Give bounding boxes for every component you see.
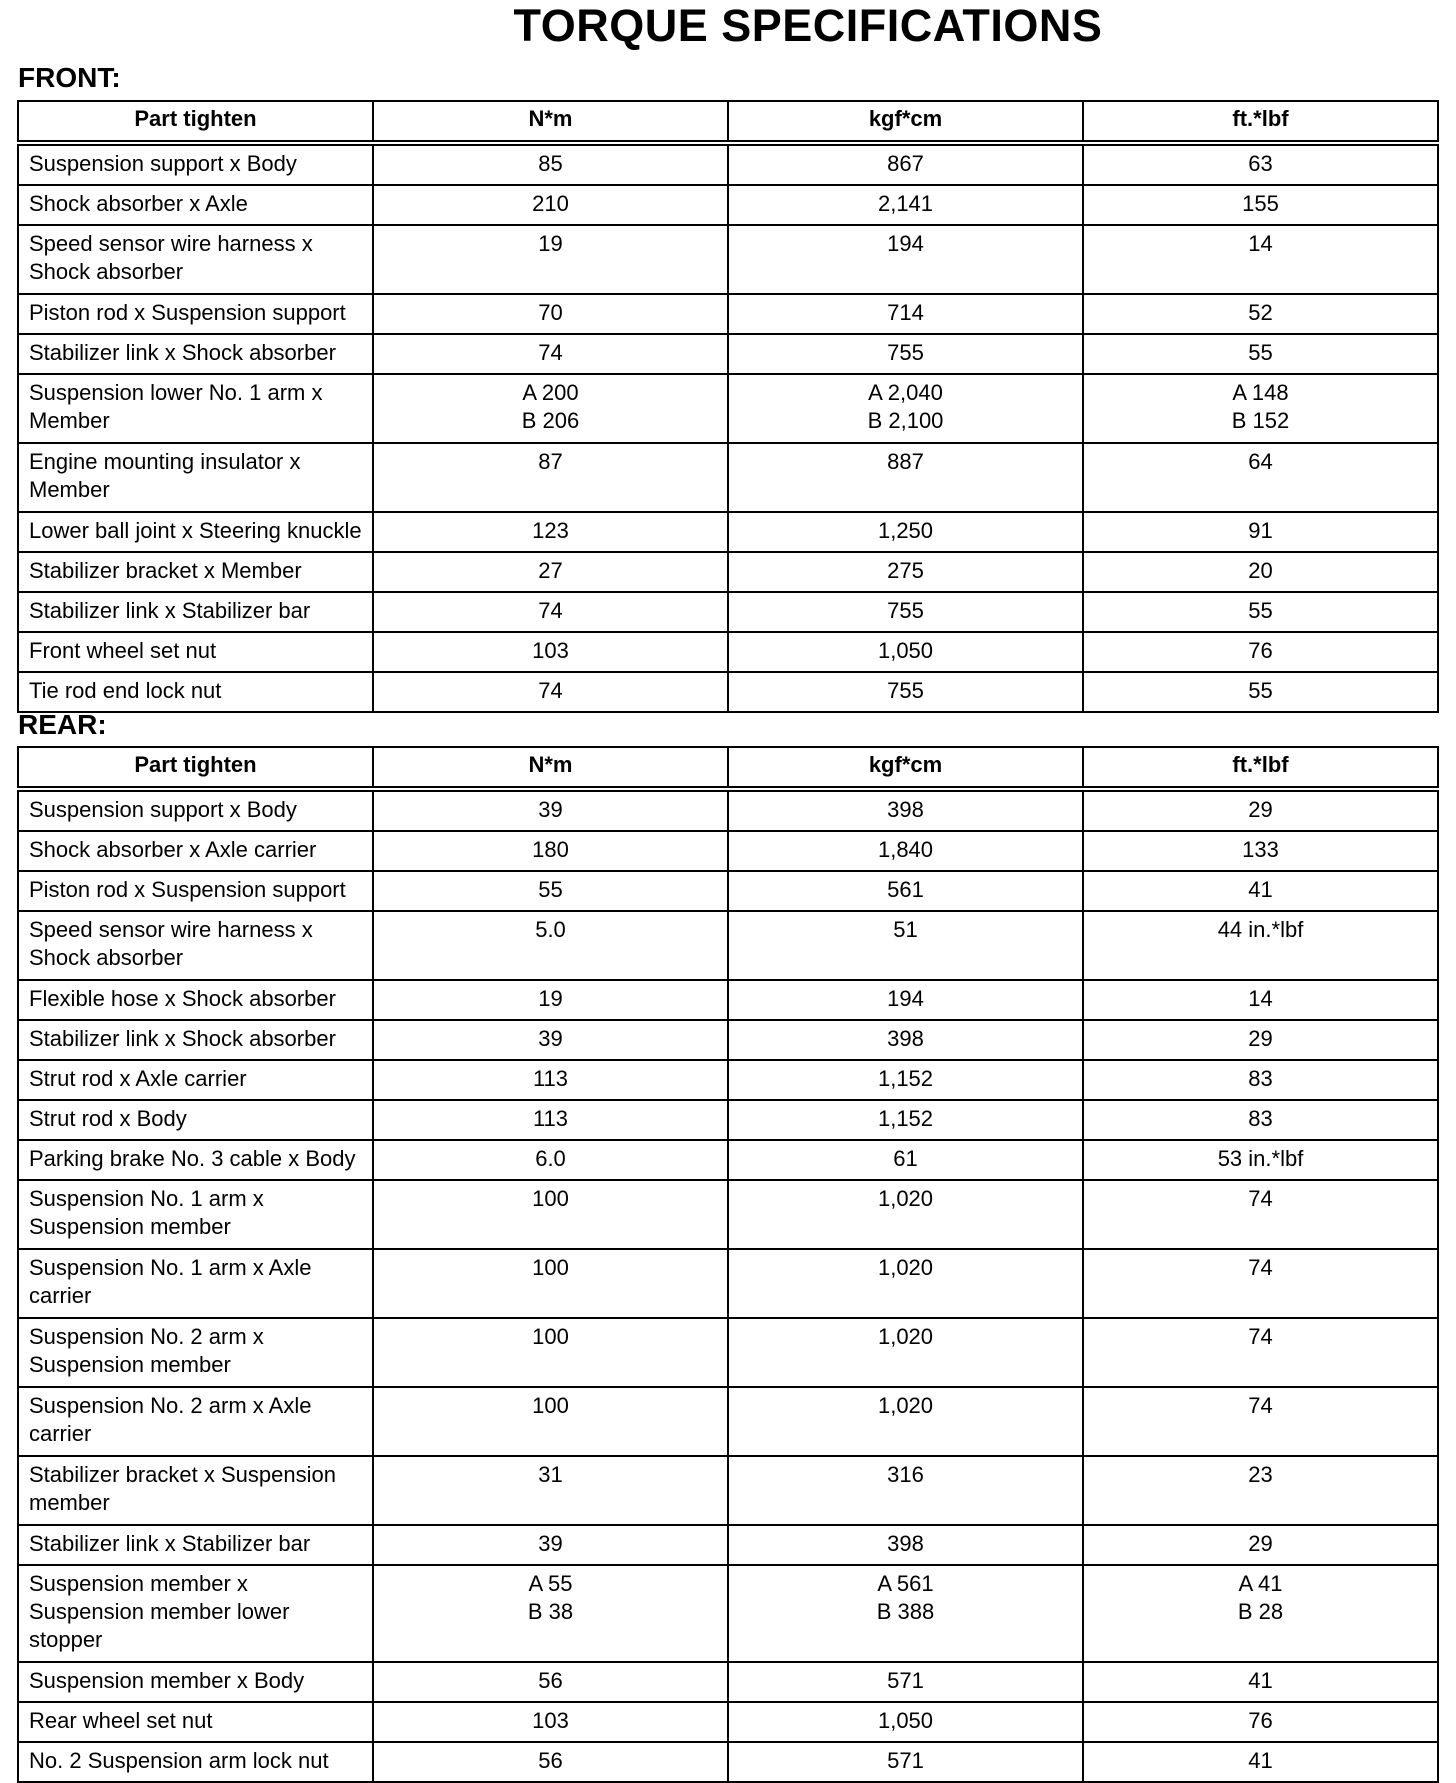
table-row — [18, 1662, 1438, 1702]
kgf-cell: 51 — [728, 911, 1083, 980]
ft-cell: 64 — [1083, 443, 1438, 512]
ft-cell: 83 — [1083, 1060, 1438, 1100]
ft-cell: 20 — [1083, 552, 1438, 592]
kgf-cell: 1,152 — [728, 1060, 1083, 1100]
table-row — [18, 1525, 1438, 1565]
kgf-cell: 1,020 — [728, 1387, 1083, 1456]
table-row — [18, 374, 1438, 443]
ft-cell: 55 — [1083, 334, 1438, 374]
ft-cell: 29 — [1083, 1525, 1438, 1565]
kgf-cell: 194 — [728, 980, 1083, 1020]
kgf-cell: 714 — [728, 294, 1083, 334]
table-header-row — [18, 747, 1438, 789]
nm-cell: 123 — [373, 512, 728, 552]
table-row — [18, 143, 1438, 185]
part-cell: Suspension No. 2 arm x Axle carrier — [18, 1387, 373, 1456]
ft-cell: 41 — [1083, 1662, 1438, 1702]
kgf-cell: 887 — [728, 443, 1083, 512]
part-cell: Front wheel set nut — [18, 632, 373, 672]
part-cell: Stabilizer bracket x Member — [18, 552, 373, 592]
kgf-cell: 1,020 — [728, 1249, 1083, 1318]
header-nm: N*m — [373, 101, 728, 143]
ft-cell: 44 in.*lbf — [1083, 911, 1438, 980]
part-cell: Strut rod x Axle carrier — [18, 1060, 373, 1100]
table-row — [18, 789, 1438, 831]
kgf-cell: 275 — [728, 552, 1083, 592]
nm-cell: 100 — [373, 1387, 728, 1456]
table-row — [18, 1702, 1438, 1742]
ft-cell: 41 — [1083, 1742, 1438, 1782]
nm-cell: 113 — [373, 1060, 728, 1100]
kgf-cell: 61 — [728, 1140, 1083, 1180]
part-cell: Stabilizer link x Shock absorber — [18, 1020, 373, 1060]
table-row — [18, 443, 1438, 512]
part-cell: No. 2 Suspension arm lock nut — [18, 1742, 373, 1782]
ft-cell: 83 — [1083, 1100, 1438, 1140]
kgf-cell: A 561 B 388 — [728, 1565, 1083, 1662]
header-part: Part tighten — [18, 747, 373, 789]
table-row — [18, 1140, 1438, 1180]
nm-cell: 74 — [373, 334, 728, 374]
table-row — [18, 592, 1438, 632]
ft-cell: 91 — [1083, 512, 1438, 552]
part-cell: Suspension support x Body — [18, 143, 373, 185]
ft-cell: 74 — [1083, 1249, 1438, 1318]
part-cell: Rear wheel set nut — [18, 1702, 373, 1742]
part-cell: Stabilizer link x Stabilizer bar — [18, 1525, 373, 1565]
table-row — [18, 632, 1438, 672]
kgf-cell: 194 — [728, 225, 1083, 294]
nm-cell: A 200 B 206 — [373, 374, 728, 443]
ft-cell: 74 — [1083, 1318, 1438, 1387]
kgf-cell: A 2,040 B 2,100 — [728, 374, 1083, 443]
nm-cell: 100 — [373, 1249, 728, 1318]
kgf-cell: 1,020 — [728, 1318, 1083, 1387]
part-cell: Suspension No. 1 arm x Suspension member — [18, 1180, 373, 1249]
part-cell: Piston rod x Suspension support — [18, 294, 373, 334]
table-header-row — [18, 101, 1438, 143]
table-row — [18, 980, 1438, 1020]
front-torque-table — [17, 100, 1439, 713]
ft-cell: 29 — [1083, 789, 1438, 831]
table-row — [18, 1100, 1438, 1140]
nm-cell: 27 — [373, 552, 728, 592]
kgf-cell: 1,152 — [728, 1100, 1083, 1140]
kgf-cell: 755 — [728, 672, 1083, 712]
nm-cell: 210 — [373, 185, 728, 225]
part-cell: Shock absorber x Axle carrier — [18, 831, 373, 871]
rear-torque-table — [17, 746, 1439, 1783]
nm-cell: 39 — [373, 1525, 728, 1565]
rear-section-label: REAR: — [18, 709, 107, 740]
table-row — [18, 871, 1438, 911]
page-title: TORQUE SPECIFICATIONS — [513, 0, 1103, 51]
nm-cell: 103 — [373, 1702, 728, 1742]
part-cell: Engine mounting insulator x Member — [18, 443, 373, 512]
part-cell: Speed sensor wire harness x Shock absorber — [18, 911, 373, 980]
nm-cell: 74 — [373, 672, 728, 712]
kgf-cell: 398 — [728, 789, 1083, 831]
table-row — [18, 831, 1438, 871]
part-cell: Tie rod end lock nut — [18, 672, 373, 712]
part-cell: Suspension support x Body — [18, 789, 373, 831]
kgf-cell: 755 — [728, 592, 1083, 632]
nm-cell: 74 — [373, 592, 728, 632]
ft-cell: A 41 B 28 — [1083, 1565, 1438, 1662]
nm-cell: 19 — [373, 225, 728, 294]
part-cell: Suspension member x Suspension member lower stopper — [18, 1565, 373, 1662]
header-ft: ft.*lbf — [1083, 101, 1438, 143]
ft-cell: 74 — [1083, 1387, 1438, 1456]
kgf-cell: 1,050 — [728, 1702, 1083, 1742]
nm-cell: 100 — [373, 1318, 728, 1387]
table-row — [18, 1020, 1438, 1060]
table-row — [18, 1180, 1438, 1249]
table-row — [18, 552, 1438, 592]
nm-cell: 85 — [373, 143, 728, 185]
table-row — [18, 911, 1438, 980]
header-nm: N*m — [373, 747, 728, 789]
nm-cell: 70 — [373, 294, 728, 334]
part-cell: Flexible hose x Shock absorber — [18, 980, 373, 1020]
nm-cell: A 55 B 38 — [373, 1565, 728, 1662]
ft-cell: 41 — [1083, 871, 1438, 911]
nm-cell: 39 — [373, 789, 728, 831]
nm-cell: 31 — [373, 1456, 728, 1525]
header-ft: ft.*lbf — [1083, 747, 1438, 789]
ft-cell: 29 — [1083, 1020, 1438, 1060]
part-cell: Stabilizer bracket x Suspension member — [18, 1456, 373, 1525]
kgf-cell: 398 — [728, 1020, 1083, 1060]
ft-cell: 76 — [1083, 632, 1438, 672]
table-row — [18, 294, 1438, 334]
table-row — [18, 1318, 1438, 1387]
part-cell: Stabilizer link x Stabilizer bar — [18, 592, 373, 632]
nm-cell: 113 — [373, 1100, 728, 1140]
part-cell: Suspension lower No. 1 arm x Member — [18, 374, 373, 443]
nm-cell: 100 — [373, 1180, 728, 1249]
part-cell: Suspension member x Body — [18, 1662, 373, 1702]
table-row — [18, 185, 1438, 225]
nm-cell: 180 — [373, 831, 728, 871]
table-row — [18, 334, 1438, 374]
kgf-cell: 755 — [728, 334, 1083, 374]
kgf-cell: 2,141 — [728, 185, 1083, 225]
part-cell: Parking brake No. 3 cable x Body — [18, 1140, 373, 1180]
nm-cell: 6.0 — [373, 1140, 728, 1180]
ft-cell: 14 — [1083, 980, 1438, 1020]
header-kgf: kgf*cm — [728, 101, 1083, 143]
header-part: Part tighten — [18, 101, 373, 143]
kgf-cell: 316 — [728, 1456, 1083, 1525]
kgf-cell: 571 — [728, 1742, 1083, 1782]
nm-cell: 19 — [373, 980, 728, 1020]
nm-cell: 56 — [373, 1662, 728, 1702]
ft-cell: 53 in.*lbf — [1083, 1140, 1438, 1180]
nm-cell: 103 — [373, 632, 728, 672]
kgf-cell: 571 — [728, 1662, 1083, 1702]
table-row — [18, 512, 1438, 552]
table-row — [18, 1456, 1438, 1525]
nm-cell: 87 — [373, 443, 728, 512]
ft-cell: 23 — [1083, 1456, 1438, 1525]
table-row — [18, 672, 1438, 712]
table-row — [18, 1742, 1438, 1782]
kgf-cell: 398 — [728, 1525, 1083, 1565]
kgf-cell: 867 — [728, 143, 1083, 185]
table-row — [18, 225, 1438, 294]
kgf-cell: 1,020 — [728, 1180, 1083, 1249]
part-cell: Suspension No. 2 arm x Suspension member — [18, 1318, 373, 1387]
table-row — [18, 1060, 1438, 1100]
header-kgf: kgf*cm — [728, 747, 1083, 789]
kgf-cell: 561 — [728, 871, 1083, 911]
ft-cell: 133 — [1083, 831, 1438, 871]
ft-cell: 63 — [1083, 143, 1438, 185]
kgf-cell: 1,250 — [728, 512, 1083, 552]
table-row — [18, 1387, 1438, 1456]
kgf-cell: 1,840 — [728, 831, 1083, 871]
ft-cell: 55 — [1083, 592, 1438, 632]
kgf-cell: 1,050 — [728, 632, 1083, 672]
nm-cell: 5.0 — [373, 911, 728, 980]
part-cell: Suspension No. 1 arm x Axle carrier — [18, 1249, 373, 1318]
table-row — [18, 1565, 1438, 1662]
part-cell: Strut rod x Body — [18, 1100, 373, 1140]
ft-cell: 74 — [1083, 1180, 1438, 1249]
ft-cell: A 148 B 152 — [1083, 374, 1438, 443]
part-cell: Speed sensor wire harness x Shock absorber — [18, 225, 373, 294]
part-cell: Stabilizer link x Shock absorber — [18, 334, 373, 374]
ft-cell: 76 — [1083, 1702, 1438, 1742]
part-cell: Shock absorber x Axle — [18, 185, 373, 225]
front-section-label: FRONT: — [18, 62, 121, 93]
nm-cell: 56 — [373, 1742, 728, 1782]
part-cell: Piston rod x Suspension support — [18, 871, 373, 911]
nm-cell: 39 — [373, 1020, 728, 1060]
part-cell: Lower ball joint x Steering knuckle — [18, 512, 373, 552]
ft-cell: 14 — [1083, 225, 1438, 294]
table-row — [18, 1249, 1438, 1318]
nm-cell: 55 — [373, 871, 728, 911]
ft-cell: 55 — [1083, 672, 1438, 712]
ft-cell: 155 — [1083, 185, 1438, 225]
ft-cell: 52 — [1083, 294, 1438, 334]
